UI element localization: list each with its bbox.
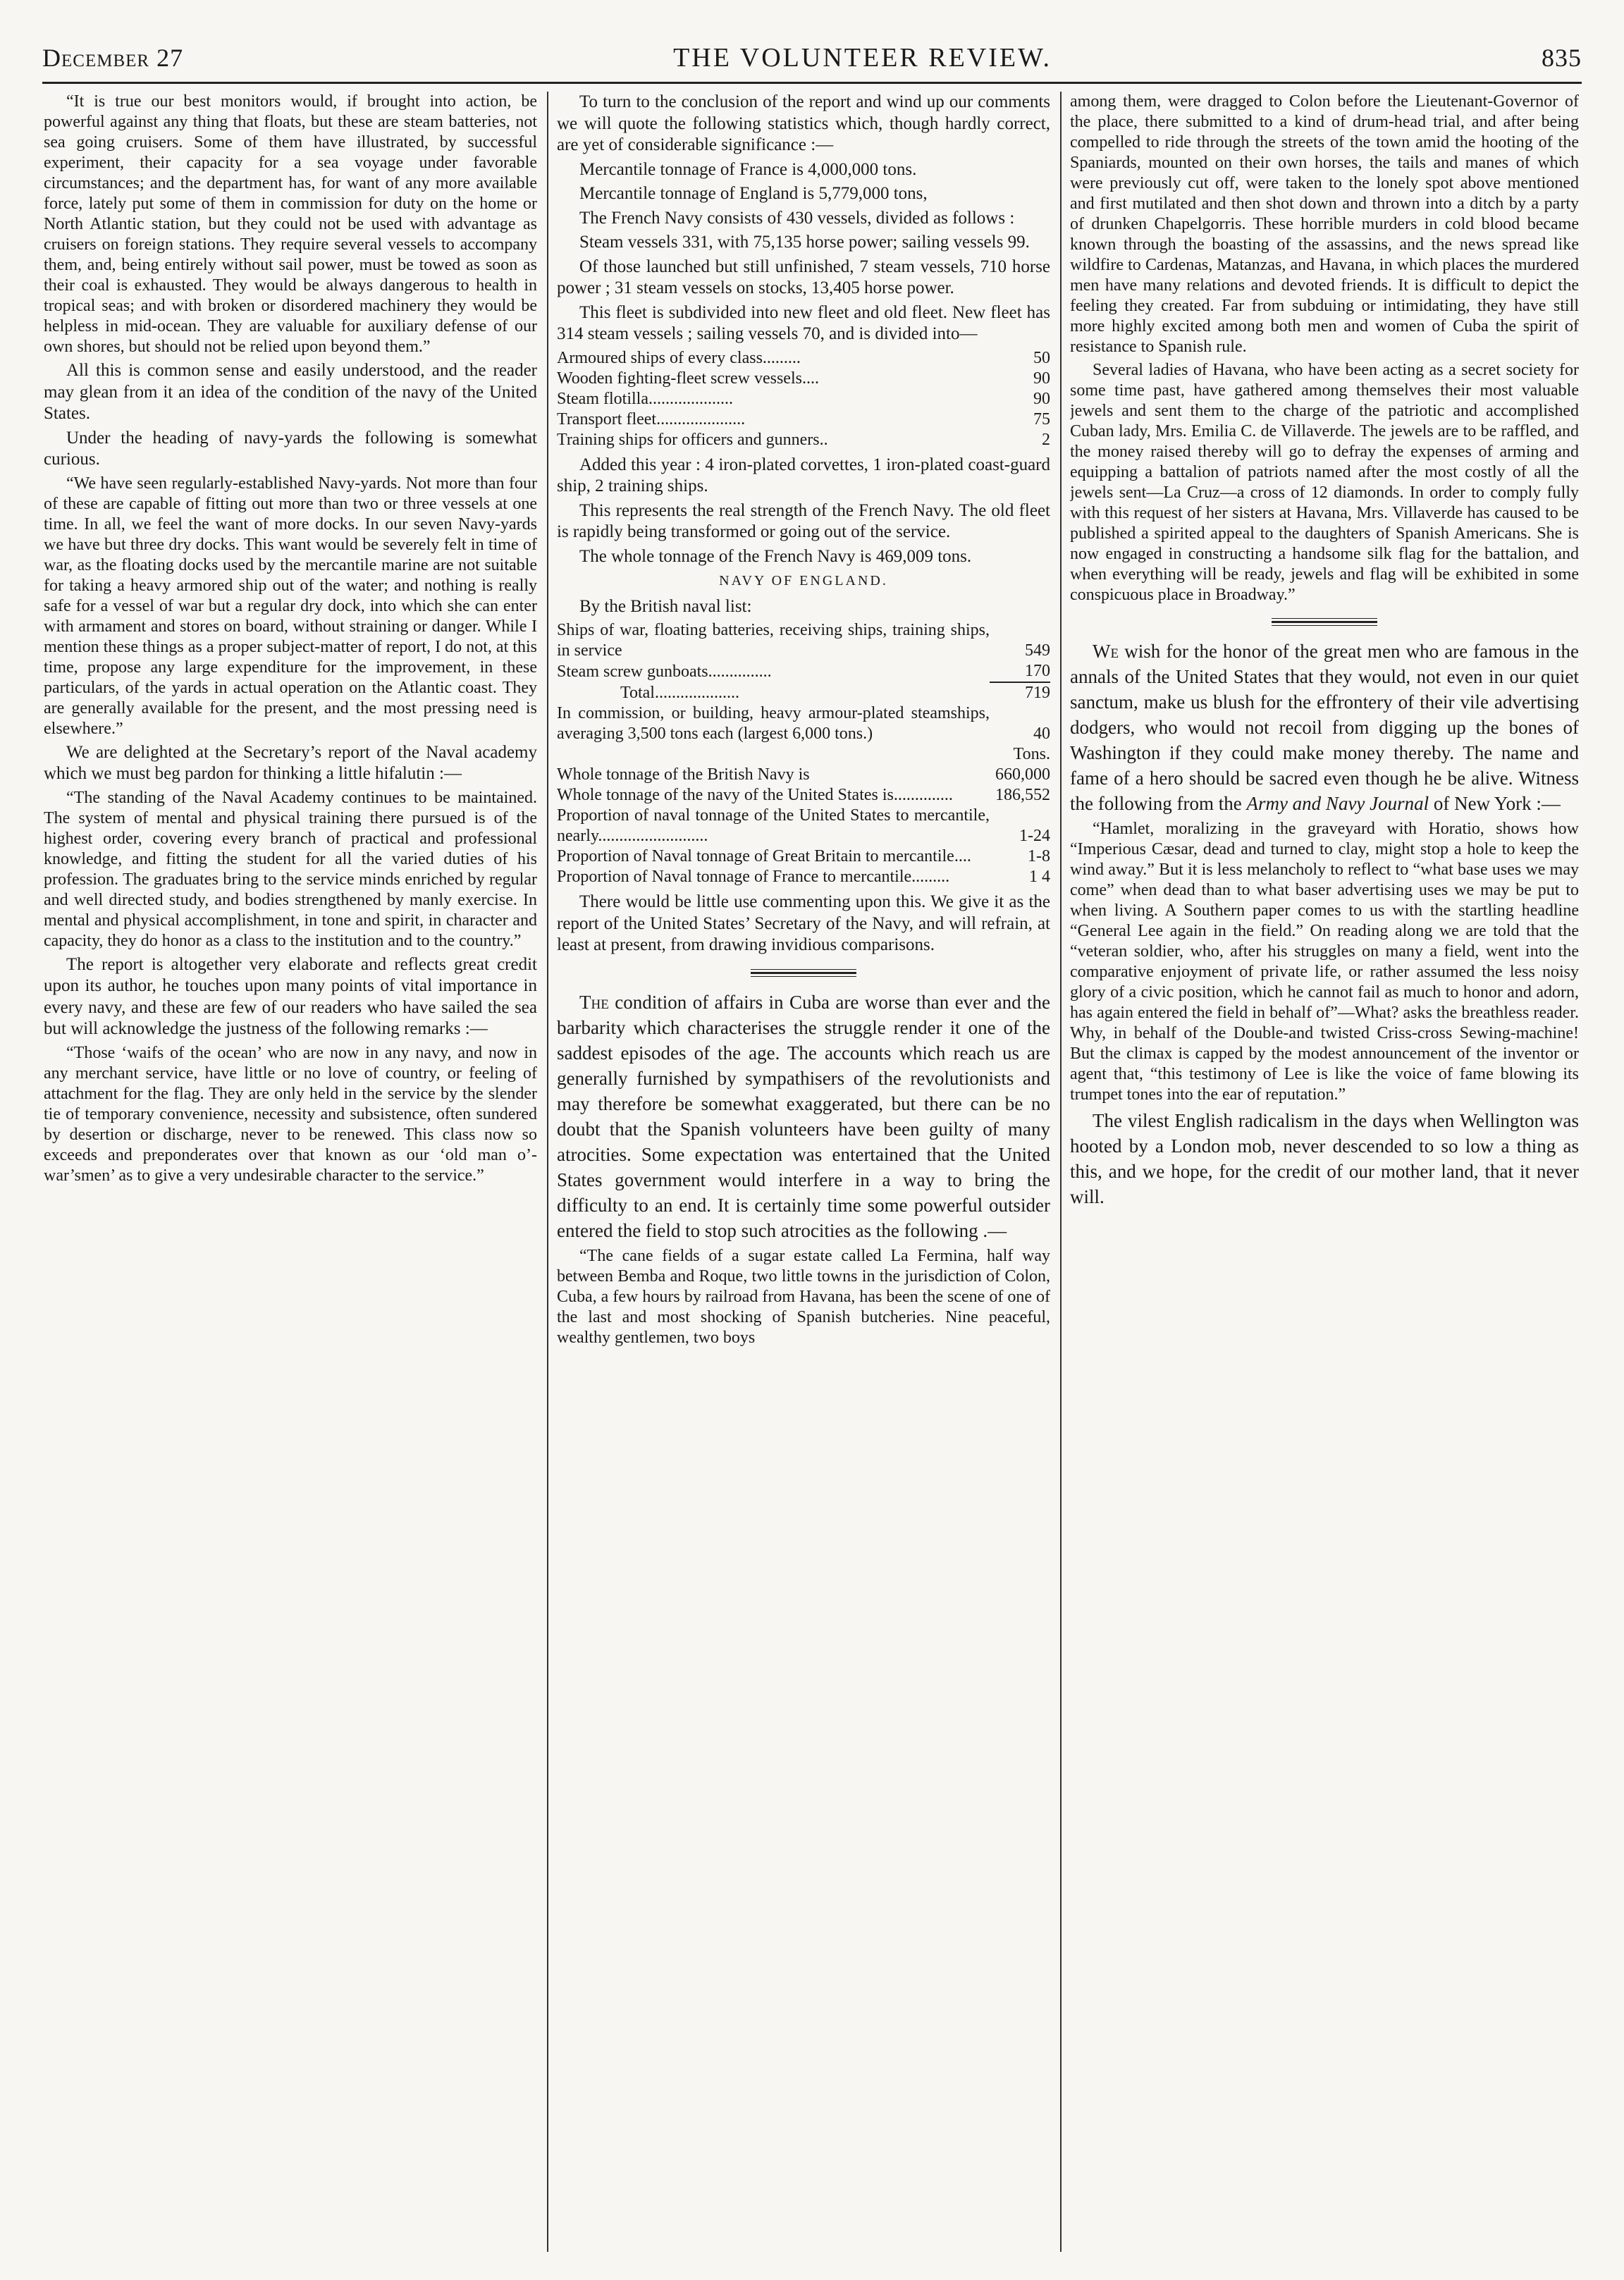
table-row — [557, 661, 1050, 682]
column-1 — [44, 92, 537, 2245]
paragraph: To turn to the conclusion of the report and wind up our comments we will quote the following statistics which, though hardly correct, are yet of considerable significance :— — [557, 92, 1050, 154]
row-value: 549 — [1025, 641, 1050, 660]
paragraph-text: condition of affairs in Cuba are worse than ever and the barbarity which characterises the struggle render it one of the saddest episodes of the age. The accounts which reach us are generally furnished by sympathisers of the revolutionists and may therefore be somewhat exaggerated, but there can be no doubt that the Spanish volunteers have been guilty of many atrocities. Some expectation was entertained that the United States government would interfere in a way to bring the difficulty to an end. It is certainly time some powerful outsider entered the field to stop such atrocities as the following .— — [557, 991, 1050, 1241]
row-value: 90 — [1033, 389, 1050, 408]
paragraph: “The cane fields of a sugar estate called La Fermina, half way between Bemba and Roque, two little towns in the jurisdiction of Colon, Cuba, a few hours by railroad from Havana, has been the scene of one of the last and most shocking of Spanish butcheries. Nine peaceful, wealthy gentlemen, two boys — [557, 1246, 1050, 1347]
row-value: 170 — [1025, 662, 1050, 680]
row-label: Wooden fighting-fleet screw vessels.... — [557, 369, 819, 388]
paragraph: We are delighted at the Secretary’s report of the Naval academy which we must beg pardon for thinking a little hifalutin :— — [44, 742, 537, 783]
page-number: 835 — [1542, 44, 1582, 72]
paragraph: “Hamlet, moralizing in the graveyard with Horatio, shows how “Imperious Cæsar, dead and turned to clay, might stop a hole to keep the wind away.” But it is less melancholy to reflect to “what base uses we may come” when dead than to what baser advertising uses we may be put to when living. A Southern paper comes to us with the startling headline “General Lee again in the field.” On reading along we are told that the “veteran soldier, who, after his struggles on many a field, went into the comparative enjoyment of private life, or rather assumed the less noisy glory of a civic position, which he cannot fail as much to honor and adorn, has again entered the field in behalf of”—What? asks the breathless reader. Why, in behalf of the Double-and twisted Criss-cross Sewing-machine! But the climax is capped by the modest announcement of the inventor or agent that, “this testimony of Lee is like the voice of fame blowing its trumpet tones into the ear of reputation.” — [1070, 820, 1579, 1104]
column-rule-2 — [1060, 92, 1062, 2252]
row-unit: Tons. — [1013, 745, 1050, 763]
paragraph: “Those ‘waifs of the ocean’ who are now in any navy, and now in any merchant service, have little or no love of country, or feeling of attachment for the flag. They are only held in the service by the slender tie of temporary convenience, necessity and subsistence, often sundered by desertion or discharge, never to be renewed. This class now so exceeds and preponderates over that known as our ‘old man o’-war’smen’ as to give a very undesirable character to the service.” — [44, 1043, 537, 1185]
paragraph: The French Navy consists of 430 vessels, divided as follows : — [579, 208, 1015, 228]
row-label: Steam screw gunboats............... — [557, 663, 772, 681]
paragraph: This fleet is subdivided into new fleet and old fleet. New fleet has 314 steam vessels ; sailing vessels 70, and is divided into— — [557, 302, 1050, 343]
french-fleet-table — [557, 348, 1050, 450]
row-value: 660,000 — [995, 765, 1050, 784]
paragraph-text: wish for the honor of the great men who are famous in the annals of the United States that they would, not even in our quiet sanctum, make us blush for the effrontery of their vile advertising dodgers, who would not recoil from digging up the bones of Washington if they could make money thereby. The name and fame of a hero should be sacred even though he be alive. Witness the following from the — [1070, 641, 1579, 814]
column-rule-1 — [547, 92, 548, 2252]
table-row — [557, 369, 1050, 389]
dropcap-word: The — [579, 991, 609, 1013]
row-label: Armoured ships of every class......... — [557, 348, 801, 367]
table-row — [557, 846, 1050, 867]
row-value: 50 — [1033, 348, 1050, 367]
paragraph: Mercantile tonnage of England is 5,779,000 tons, — [579, 184, 928, 203]
table-row — [557, 389, 1050, 409]
row-value: 1-24 — [1019, 827, 1050, 845]
row-value: 75 — [1033, 409, 1050, 429]
journal-title: Army and Navy Journal — [1246, 793, 1429, 814]
paragraph: Mercantile tonnage of France is 4,000,000 tons. — [579, 159, 917, 179]
table-row — [557, 348, 1050, 369]
table-row — [557, 703, 1050, 744]
row-value: 2 — [1042, 430, 1050, 449]
row-label: In commission, or building, heavy armour-plated steamships, averaging 3,500 tons each (largest 6,000 tons.) — [557, 704, 990, 743]
paragraph: Several ladies of Havana, who have been acting as a secret society for some time past, have gathered among themselves their most valuable jewels and sent them to the charge of the patriotic and accomplished Cuban lady, Mrs. Emilia C. de Villaverde. The jewels are to be raffled, and the money raised thereby will go to defray the expenses of arming and equipping a battalion of patriots named after the most costly of all the jewels sent—La Cruz—a cross of 12 diamonds. In order to comply fully with this request of her sisters at Havana, Mrs. Villaverde has caused to be published a spirited appeal to the daughters of Spanish Americans. She is now engaged in constructing a handsome silk flag for the battalion, and when everything will be ready, jewels and flag will be exhibited in some conspicuous place in Broadway.” — [1070, 361, 1579, 604]
british-navy-table — [557, 620, 1050, 887]
paragraph: Added this year : 4 iron-plated corvettes, 1 iron-plated coast-guard ship, 2 training ships. — [557, 455, 1050, 495]
row-label: Steam flotilla.................... — [557, 389, 733, 408]
paragraph: This represents the real strength of the French Navy. The old fleet is rapidly being transformed or going out of the service. — [557, 500, 1050, 541]
table-row — [557, 620, 1050, 661]
total-label: Total.................... — [620, 684, 739, 702]
row-value: 40 — [1033, 725, 1050, 743]
paragraph: Under the heading of navy-yards the following is somewhat curious. — [44, 428, 537, 469]
total-value: 719 — [990, 682, 1050, 703]
section-separator — [751, 969, 856, 977]
table-row — [557, 867, 1050, 887]
issue-date: December 27 — [42, 44, 184, 72]
paragraph: The report is altogether very elaborate and reflects great credit upon its author, he touches upon many points of vital importance in every navy, and these are few of our readers who have sailed the sea but will acknowledge the justness of the following remarks :— — [44, 954, 537, 1038]
row-value: 1-8 — [1028, 847, 1050, 865]
paragraph: By the British naval list: — [579, 596, 752, 616]
paragraph-text: of New York :— — [1433, 793, 1561, 814]
table-row — [557, 409, 1050, 430]
row-value: 90 — [1033, 369, 1050, 388]
paragraph: Of those launched but still unfinished, 7 steam vessels, 710 horse power ; 31 steam vessels on stocks, 13,405 horse power. — [557, 257, 1050, 297]
paragraph — [1070, 639, 1579, 816]
paragraph: The vilest English radicalism in the days when Wellington was hooted by a London mob, never descended to so low a thing as this, and we hope, for the credit of our mother land, that it never will. — [1070, 1110, 1579, 1207]
row-label: Ships of war, floating batteries, receiving ships, training ships, in service — [557, 621, 990, 660]
table-row — [557, 682, 1050, 703]
paragraph: “We have seen regularly-established Navy-yards. Not more than four of these are capable of fitting out more than two or three vessels at one time. In all, we feel the want of more docks. In our seven Navy-yards we have but three dry docks. This want would be severely felt in time of war, as the floating docks used by the mercantile marine are not suitable for taking a heavy armored ship out of the water; and nothing is really safe for a vessel of war but a regular dry dock, into which she can enter with armament and stores on board, without straining or danger. While I mention these things as a proper subject-matter of report, I do not, at this time, propose any large expenditure for the improvement, in these particulars, of the yards in actual operation on the Atlantic coast. They are generally available for the present, and the most pressing need is elsewhere.” — [44, 474, 537, 738]
table-row — [557, 430, 1050, 450]
row-label: Proportion of Naval tonnage of France to mercantile......... — [557, 868, 950, 886]
paragraph: “The standing of the Naval Academy continues to be maintained. The system of mental and physical training there pursued is of the highest order, covering every branch of practical and professional knowledge, and fitting the student for all the varied duties of his profession. The graduates bring to the service minds enriched by regular and well directed study, and bodies strengthened by manly exercise. In mental and physical accomplishment, in tone and spirit, in character and capacity, they do honor as a class to the institution and to the country.” — [44, 788, 537, 950]
table-row — [557, 806, 1050, 846]
paragraph: The whole tonnage of the French Navy is 469,009 tons. — [579, 546, 972, 566]
header-rule — [42, 82, 1582, 84]
page-header — [42, 42, 1582, 73]
row-label: Whole tonnage of the navy of the United States is.............. — [557, 786, 953, 804]
row-value: 186,552 — [995, 786, 1050, 804]
paragraph: Steam vessels 331, with 75,135 horse power; sailing vessels 99. — [579, 233, 1030, 252]
table-row — [557, 765, 1050, 785]
row-label: Proportion of naval tonnage of the United States to mercantile, nearly.......................... — [557, 806, 990, 845]
row-label: Whole tonnage of the British Navy is — [557, 765, 810, 784]
paragraph: “It is true our best monitors would, if brought into action, be powerful against any thing that floats, but these are steam batteries, not sea going cruisers. Some of them have illustrated, by successful experiment, their capacity for a sea voyage under favorable circumstances; and the department has, for want of any more available force, lately put some of them in commission for duty on the home or North Atlantic station, but they could not be used with advantage as cruisers on foreign stations. They require several vessels to accompany them, and, being entirely without sail power, must be towed as soon as their coal is exhausted. They would be always dangerous to health in tropical seas; and with broken or disordered machinery they would be helpless in mid-ocean. They are valuable for auxiliary defense of our own shores, but should not be relied upon beyond them.” — [44, 92, 537, 356]
row-label: Proportion of Naval tonnage of Great Britain to mercantile.... — [557, 847, 971, 865]
column-2 — [557, 92, 1050, 2245]
paragraph: All this is common sense and easily understood, and the reader may glean from it an idea of the condition of the navy of the United States. — [44, 361, 537, 423]
row-label: Training ships for officers and gunners.. — [557, 430, 828, 449]
row-label: Transport fleet..................... — [557, 409, 746, 429]
table-row — [557, 744, 1050, 765]
table-row — [557, 785, 1050, 806]
section-heading: NAVY OF ENGLAND. — [719, 573, 888, 589]
masthead-title: THE VOLUNTEER REVIEW. — [673, 43, 1052, 73]
row-value: 1 4 — [1029, 868, 1050, 886]
paragraph: There would be little use commenting upon this. We give it as the report of the United States’ Secretary of the Navy, and will refrain, at least at present, from drawing invidious comparisons. — [557, 892, 1050, 954]
section-separator — [1272, 618, 1377, 626]
column-3 — [1070, 92, 1579, 2245]
paragraph: among them, were dragged to Colon before the Lieutenant-Governor of the place, there submitted to a kind of drum-head trial, and after being compelled to ride through the streets of the town amid the hooting of the Spaniards, mounted on their own horses, the tails and manes of which were previously cut off, were taken to the lonely spot above mentioned and first mutilated and then shot down and thrown into a ditch by a party of drunken Chapelgorris. These horrible murders in cold blood became known through the boasting of the assassins, and the news spread like wildfire to Cardenas, Matanzas, and Havana, in which places the murdered men have many relations and devoted friends. It is difficult to depict the feeling they created. Far from subduing or intimidating, they have still more highly excited among both men and women of Cuba the spirit of resistance to Spanish rule. — [1070, 92, 1579, 356]
paragraph — [557, 990, 1050, 1243]
dropcap-word: We — [1093, 641, 1119, 662]
